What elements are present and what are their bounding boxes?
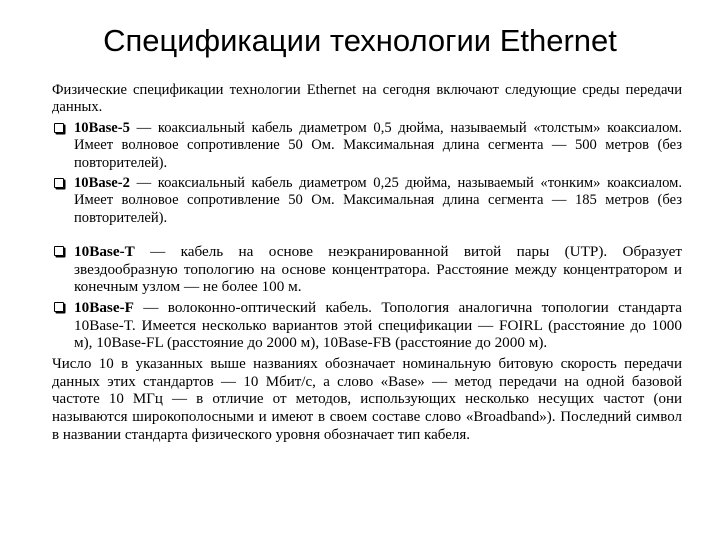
closing-paragraph: Число 10 в указанных выше названиях обозначает номинальную битовую скорость передачи данных этих стандартов — 10 Мбит/с, а слово «Base» — метод передачи на одной базовой частоте 10 МГц — в отличие от методов, использующих несколько несущих частот (они называются широкополосными и имеют в своем составе слово «Broadband»). Последний символ в названии стандарта физического уровня обозначает тип кабеля. (52, 355, 682, 443)
checkbox-bullet-icon (54, 178, 64, 188)
list-item-10base-t (52, 243, 682, 296)
item-text: — волоконно-оптический кабель. Топология аналогична топологии стандарта 10Base-T. Имеется несколько вариантов этой спецификации — FOIRL (расстояние до 1000 м), 10Base-FL (расстояние до 2000 м), 10Base-FB (расстояние до 2000 м). (74, 299, 682, 352)
slide-title: Спецификации технологии Ethernet (103, 23, 617, 58)
item-name: 10Base-T (74, 243, 135, 261)
scanned-page (52, 82, 682, 445)
item-name: 10Base-F (74, 299, 134, 317)
item-text: — кабель на основе неэкранированной витой пары (UTP). Образует звездообразную топологию на основе концентратора. Расстояние между концентратором и конечным узлом — не более 100 м. (74, 243, 682, 296)
item-text: — коаксиальный кабель диаметром 0,25 дюйма, называемый «тонким» коаксиалом. Имеет волновое сопротивление 50 Ом. Максимальная длина сегмента — 185 метров (без повторителей). (74, 175, 682, 226)
checkbox-bullet-icon (54, 246, 64, 256)
checkbox-bullet-icon (54, 123, 64, 133)
intro-paragraph: Физические спецификации технологии Ethernet на сегодня включают следующие среды передачи данных. (52, 82, 682, 116)
checkbox-bullet-icon (54, 302, 64, 312)
item-text: — коаксиальный кабель диаметром 0,5 дюйма, называемый «толстым» коаксиалом. Имеет волновое сопротивление 50 Ом. Максимальная длина сегмента — 500 метров (без повторителей). (74, 119, 682, 171)
list-item-10base-5 (52, 120, 682, 172)
item-name: 10Base-2 (74, 175, 130, 192)
item-name: 10Base-5 (74, 119, 130, 136)
list-item-10base-f (52, 299, 682, 352)
list-item-10base-2 (52, 175, 682, 227)
